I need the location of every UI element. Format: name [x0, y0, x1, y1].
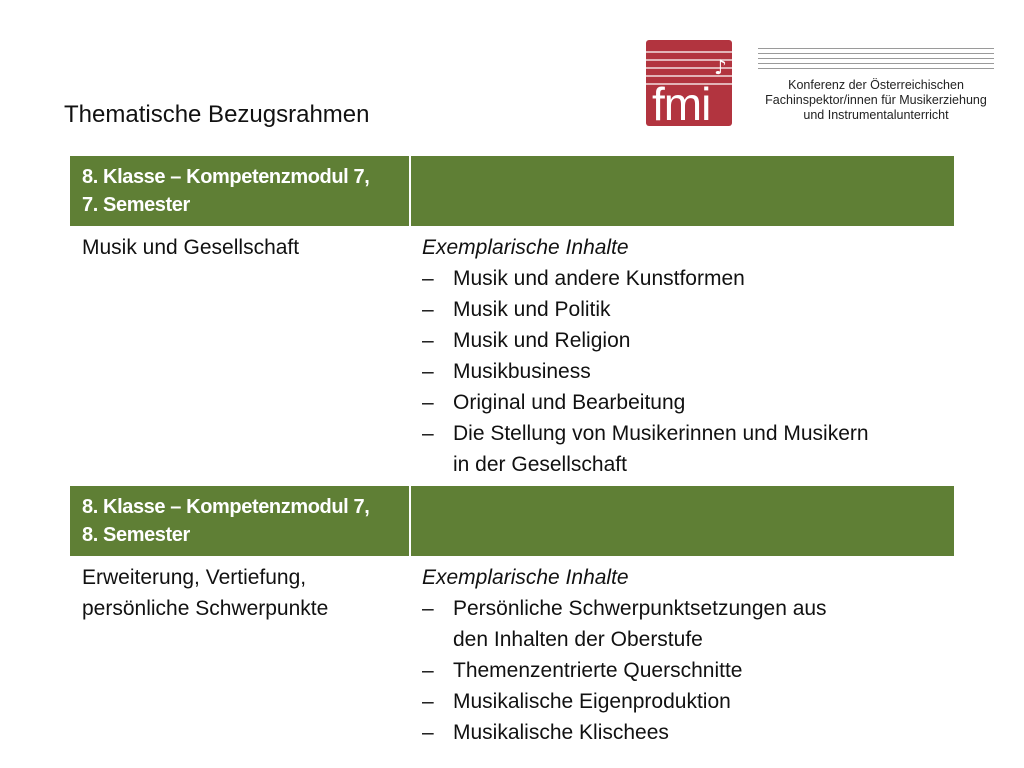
- item-text: – Musik und andere Kunstformen: [453, 267, 745, 290]
- section-content-row: [70, 556, 954, 754]
- list-item: [422, 418, 944, 480]
- curriculum-table: [70, 156, 954, 754]
- item-text-continued: in der Gesellschaft: [453, 453, 627, 476]
- item-text: – Persönliche Schwerpunktsetzungen aus: [453, 597, 827, 620]
- item-text: – Musik und Religion: [453, 329, 631, 352]
- section-content-row: [70, 226, 954, 486]
- item-text: – Musik und Politik: [453, 298, 611, 321]
- item-text: – Original und Bearbeitung: [453, 391, 686, 414]
- contents-cell: [410, 556, 954, 754]
- fmi-logo: [646, 40, 732, 126]
- subheading: Exemplarische Inhalte: [422, 566, 629, 589]
- item-text: – Musikalische Eigenproduktion: [453, 690, 731, 713]
- staff-lines: [646, 40, 732, 126]
- list-item: [422, 325, 944, 356]
- item-text: – Musikalische Klischees: [453, 721, 669, 744]
- list-item: [422, 294, 944, 325]
- item-text: – Musikbusiness: [453, 360, 591, 383]
- staff-lines-decoration: [758, 48, 994, 74]
- topic-cell: [70, 226, 410, 486]
- org-line-1: Konferenz der Österreichischen: [788, 78, 964, 92]
- topic-line-1: Musik und Gesellschaft: [82, 236, 300, 259]
- header-line-1: 8. Klasse – Kompetenzmodul 7,: [82, 496, 370, 518]
- header-line-2: 7. Semester: [82, 194, 190, 216]
- item-text-continued: den Inhalten der Oberstufe: [453, 628, 703, 651]
- logo-note-icon: ♪: [714, 55, 727, 79]
- item-text: – Die Stellung von Musikerinnen und Musikern: [453, 422, 869, 445]
- section-header-empty-cell: [410, 156, 954, 226]
- section-header-row: [70, 486, 954, 556]
- content-list: [422, 593, 944, 748]
- topic-line-1: Erweiterung, Vertiefung,: [82, 566, 307, 589]
- list-item: [422, 356, 944, 387]
- list-item: [422, 686, 944, 717]
- content-list: [422, 263, 944, 480]
- header-line-1: 8. Klasse – Kompetenzmodul 7,: [82, 166, 370, 188]
- topic-line-2: persönliche Schwerpunkte: [82, 597, 329, 620]
- list-item: [422, 655, 944, 686]
- contents-cell: [410, 226, 954, 486]
- logo-text: fmi: [652, 78, 711, 126]
- topic-cell: [70, 556, 410, 754]
- organization-block: [758, 48, 994, 123]
- list-item: [422, 263, 944, 294]
- list-item: [422, 593, 944, 655]
- item-text: – Themenzentrierte Querschnitte: [453, 659, 743, 682]
- org-line-2: Fachinspektor/innen für Musikerziehung: [765, 93, 987, 107]
- list-item: [422, 387, 944, 418]
- section-header-cell: [70, 486, 410, 556]
- section-header-cell: [70, 156, 410, 226]
- org-line-3: und Instrumentalunterricht: [803, 108, 949, 122]
- section-header-row: [70, 156, 954, 226]
- list-item: [422, 717, 944, 748]
- section-header-empty-cell: [410, 486, 954, 556]
- header-line-2: 8. Semester: [82, 524, 190, 546]
- page-title: Thematische Bezugsrahmen: [64, 101, 370, 128]
- subheading: Exemplarische Inhalte: [422, 236, 629, 259]
